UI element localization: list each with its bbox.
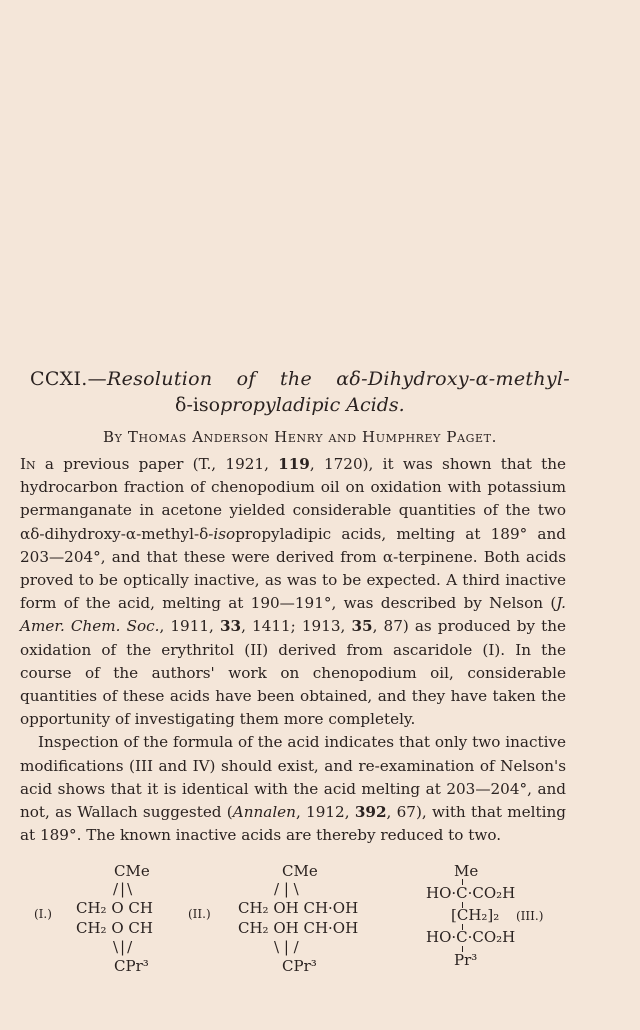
formula-II-bonds-top: / | \ xyxy=(274,880,299,898)
formula-II-row1: CH₂ OH CH·OH xyxy=(238,899,359,917)
p1-vol3: 35 xyxy=(351,617,373,636)
p1-text-f: , 87) as produced by the oxidation of the erythritol (II) derived from ascaridole (I). In the course of the authors' work on chenopodium oil, considerable quantities of these acids have been obtained, and they have taken the opportunity of investigating them more completely. xyxy=(20,617,567,729)
p2-journal: Annalen xyxy=(232,803,296,822)
formula-I-bonds-top: /|\ xyxy=(113,880,135,898)
formula-III-row1: HO·C·CO₂H xyxy=(426,884,516,902)
formula-I-label: (I.) xyxy=(34,907,52,921)
formula-III-label: (III.) xyxy=(516,909,544,923)
p2-text-b: , 1912, xyxy=(295,803,355,822)
formula-III-bottom: Pr³ xyxy=(454,951,478,969)
article-number: CCXI. xyxy=(30,368,88,390)
article-body xyxy=(20,453,566,847)
formula-I-bonds-bottom: \|/ xyxy=(113,938,135,956)
lead-word: In xyxy=(20,455,36,473)
formula-II-label: (II.) xyxy=(188,907,211,921)
p1-text-e: , 1411; 1913, xyxy=(241,617,352,636)
title-line1: Resolution of the αδ-Dihydroxy-α-methyl- xyxy=(106,368,570,390)
paragraph-2 xyxy=(20,731,566,847)
article-title-line2 xyxy=(175,392,405,418)
formula-I-row1: CH₂ O CH xyxy=(76,899,153,917)
formula-II-bonds-bottom: \ | / xyxy=(274,938,299,956)
formula-II-top: CMe xyxy=(282,862,318,880)
p1-journal: J. Amer. Chem. Soc. xyxy=(20,594,566,636)
formula-II-row2: CH₂ OH CH·OH xyxy=(238,919,359,937)
p1-text-a: a previous paper (T., 1921, xyxy=(35,455,279,473)
formula-III-row3: HO·C·CO₂H xyxy=(426,928,516,946)
p2-vol: 392 xyxy=(354,803,387,822)
formula-I-top: CMe xyxy=(114,862,150,880)
formula-I-bottom: CPr³ xyxy=(114,957,149,975)
article-title xyxy=(30,366,570,392)
p1-text-d: , 1911, xyxy=(159,617,220,636)
p1-vol2: 33 xyxy=(219,617,242,636)
p2-text-c: , 67), with that melting at 189°. The known inactive acids are thereby reduced to two. xyxy=(20,803,566,845)
formula-III-row2: [CH₂]₂ xyxy=(451,906,500,924)
formula-I-row2: CH₂ O CH xyxy=(76,919,153,937)
p1-text-c: propyladipic acids, melting at 189° and 203—204°, and that these were derived from α-terpinene. Both acids proved to be optically inactive, as was to be expected. A third inactive form of the acid, melting at 190—191°, was described by Nelson ( xyxy=(20,524,566,613)
p1-vol1: 119 xyxy=(278,455,310,473)
title-line2-italic: propyladipic Acids. xyxy=(220,394,405,416)
title-dash: — xyxy=(87,368,107,390)
paragraph-1 xyxy=(20,453,566,731)
p1-iso: iso xyxy=(213,524,236,543)
p1-text-b: , 1720), it was shown that the hydrocarbon fraction of chenopodium oil on oxidation with potassium permanganate in acetone yielded considerable quantities of the two αδ-dihydroxy-α-methyl-δ- xyxy=(20,455,566,543)
p2-text-a: Inspection of the formula of the acid indicates that only two inactive modifications (III and IV) should exist, and re-examination of Nelson's acid shows that it is identical with the acid melting at 203—204°, and not, as Wallach suggested ( xyxy=(20,733,566,822)
formula-II-bottom: CPr³ xyxy=(282,957,317,975)
title-line2-prefix: δ-iso xyxy=(175,394,221,416)
byline: By Thomas Anderson Henry and Humphrey Paget. xyxy=(103,428,497,446)
formula-III-top: Me xyxy=(454,862,479,880)
